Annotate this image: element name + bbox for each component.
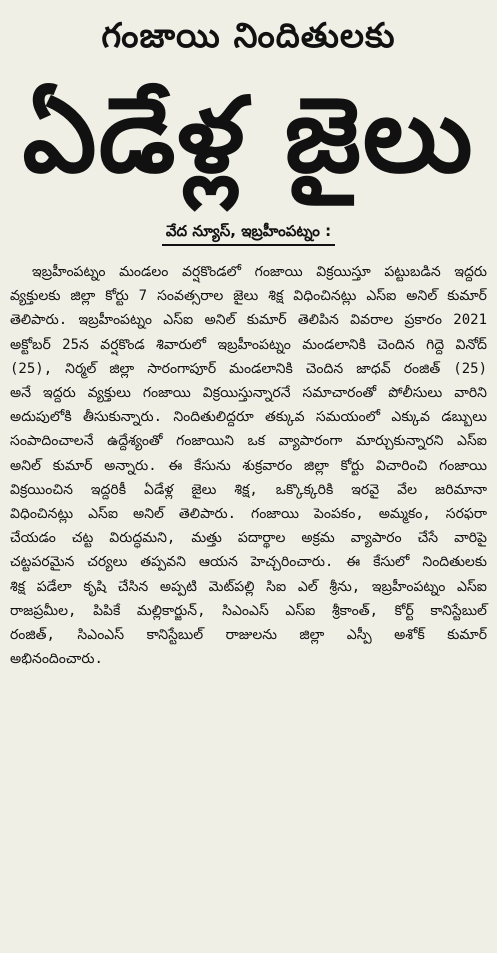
dateline-container <box>10 220 487 250</box>
kicker-headline: గంజాయి నిందితులకు <box>101 16 396 56</box>
dateline: వేద న్యూస్, ఇబ్రహీంపట్నం : <box>162 220 335 246</box>
article-body: ఇబ్రహీంపట్నం మండలం వర్షకొండలో గంజాయి విక్రయిస్తూ పట్టుబడిన ఇద్దరు వ్యక్తులకు జిల్లా కోర్టు 7 సంవత్సరాల జైలు శిక్ష విధించినట్లు ఎస్ఐ అనిల్ కుమార్ తెలిపారు. ఇబ్రహీంపట్నం ఎస్ఐ అనిల్ కుమార్ తెలిపిన వివరాల ప్రకారం 2021 అక్టోబర్ 25న వర్షకొండ శివారులో ఇబ్రహీంపట్నం మండలానికి చెందిన గిద్దె వినోద్ (25), నిర్మల్ జిల్లా సారంగాపూర్ మండలానికి చెందిన జాధవ్ రంజిత్ (25) అనే ఇద్దరు వ్యక్తులు గంజాయి విక్రయిస్తున్నారనే సమాచారంతో పోలీసులు వారిని అదుపులోకి తీసుకున్నారు. నిందితులిద్దరూ తక్కువ సమయంలో ఎక్కువ డబ్బులు సంపాదించాలనే ఉద్దేశ్యంతో గంజాయిని ఒక వ్యాపారంగా మార్చుకున్నారని ఎస్ఐ అనిల్ కుమార్ అన్నారు. ఈ కేసును శుక్రవారం జిల్లా కోర్టు విచారించి గంజాయి విక్రయించిన ఇద్దరికీ ఏడేళ్ల జైలు శిక్ష, ఒక్కొక్కరికి ఇరవై వేల జరిమానా విధించినట్లు ఎస్ఐ అనిల్ తెలిపారు. గంజాయి పెంపకం, అమ్మకం, సరఫరా చేయడం చట్ట విరుద్ధమని, మత్తు పదార్థాల అక్రమ వ్యాపారం చేసే వారిపై చట్టపరమైన చర్యలు తప్పవని ఆయన హెచ్చరించారు. ఈ కేసులో నిందితులకు శిక్ష పడేలా కృషి చేసిన అప్పటి మెట్‌పల్లి సిఐ ఎల్ శ్రీను, ఇబ్రహీంపట్నం ఎస్ఐ రాజప్రమీల, పిపికే మల్లికార్జున్, సిఎంఎస్ ఎస్ఐ శ్రీకాంత్, కోర్ట్ కానిస్టేబుల్ రంజిత్, సిఎంఎస్ కానిస్టేబుల్ రాజులను జిల్లా ఎస్పీ అశోక్ కుమార్ అభినందించారు. <box>10 264 487 668</box>
main-headline: ఏడేళ్ల జైలు <box>22 74 475 196</box>
